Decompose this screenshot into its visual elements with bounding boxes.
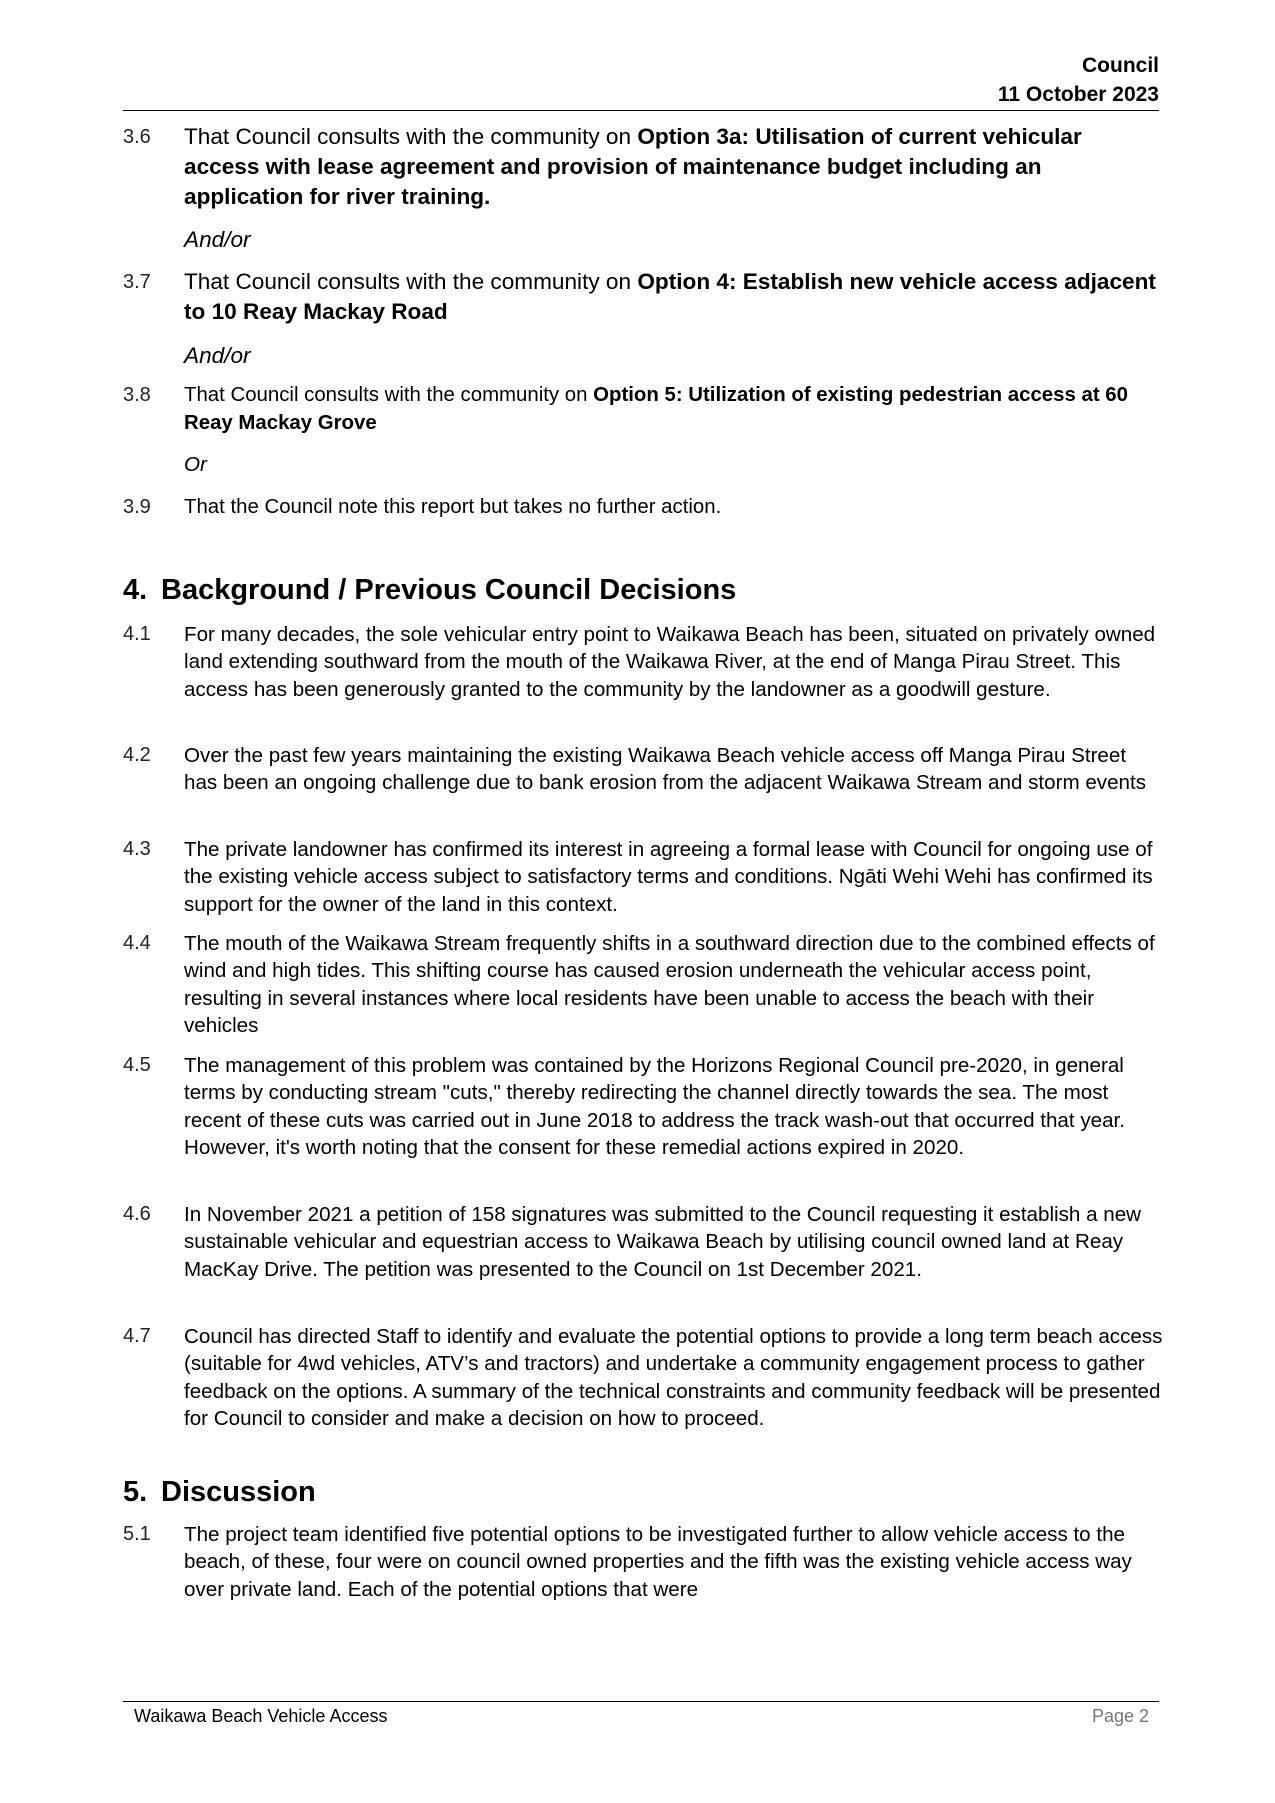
paragraph-5-1 [123, 1521, 1163, 1603]
recommendation-3-6 [123, 122, 1163, 212]
paragraph-text: Over the past few years maintaining the existing Waikawa Beach vehicle access off Manga Pirau Street has been an ongoing challenge due to bank erosion from the adjacent Waikawa Stream and storm events [184, 744, 1147, 795]
paragraph-number: 4.6 [123, 1203, 151, 1225]
recommendation-3-9 [123, 494, 1163, 522]
paragraph-number: 3.7 [123, 271, 151, 293]
paragraph-text: That the Council note this report but takes no further action. [184, 496, 722, 518]
section-number: 4. [123, 574, 148, 606]
paragraph-4-6 [123, 1201, 1163, 1283]
paragraph-4-5 [123, 1052, 1163, 1162]
paragraph-number: 4.7 [123, 1325, 151, 1347]
paragraph-text: In November 2021 a petition of 158 signatures was submitted to the Council requesting it establish a new sustainable vehicular and equestrian access to Waikawa Beach by utilising council owned land at Reay MacKay Drive. The petition was presented to the Council on 1st December 2021. [184, 1203, 1142, 1281]
footer-document-title: Waikawa Beach Vehicle Access [134, 1706, 388, 1726]
recommendation-3-8 [123, 382, 1163, 437]
footer-divider [123, 1701, 1159, 1702]
header-meeting-name: Council [1082, 54, 1159, 77]
paragraph-number: 4.5 [123, 1054, 151, 1076]
paragraph-number: 4.4 [123, 932, 151, 954]
paragraph-number: 4.2 [123, 744, 151, 766]
paragraph-number: 3.9 [123, 496, 151, 518]
paragraph-text: The private landowner has confirmed its interest in agreeing a formal lease with Council for ongoing use of the existing vehicle access subject to satisfactory terms and conditions. Ngāti Wehi Wehi has confirmed its support for the owner of the land in this context. [184, 838, 1153, 916]
section-title: Discussion [161, 1476, 316, 1508]
paragraph-text: For many decades, the sole vehicular entry point to Waikawa Beach has been, situated on privately owned land extending southward from the mouth of the Waikawa River, at the end of Manga Pirau Street. This access has been generously granted to the community by the landowner as a goodwill gesture. [184, 623, 1156, 701]
option-title: Option 4: Establish new vehicle access adjacent to 10 Reay Mackay Road [184, 269, 1156, 324]
footer-page-number: Page 2 [1091, 1706, 1149, 1726]
section-heading-background [123, 572, 736, 608]
paragraph-4-2 [123, 742, 1163, 797]
section-title: Background / Previous Council Decisions [161, 574, 737, 606]
paragraph-4-4 [123, 930, 1163, 1040]
paragraph-number: 3.8 [123, 384, 151, 406]
header-divider [123, 110, 1159, 111]
header-meeting-date: 11 October 2023 [997, 83, 1159, 106]
paragraph-text: The mouth of the Waikawa Stream frequently shifts in a southward direction due to the combined effects of wind and high tides. This shifting course has caused erosion underneath the vehicular access point, resulting in several instances where local residents have been unable to access the beach with their vehicles [184, 932, 1155, 1038]
paragraph-text: The project team identified five potential options to be investigated further to allow vehicle access to the beach, of these, four were on council owned properties and the fifth was the existing vehicle access way over private land. Each of the potential options that were [184, 1523, 1132, 1601]
paragraph-text: That Council consults with the community on Option 4: Establish new vehicle access adjacent to 10 Reay Mackay Road [184, 269, 1156, 324]
paragraph-4-7 [123, 1323, 1163, 1433]
paragraph-text: The management of this problem was contained by the Horizons Regional Council pre-2020, in general terms by conducting stream "cuts," thereby redirecting the channel directly towards the sea. The most recent of these cuts was carried out in June 2018 to address the track wash-out that occurred that year. However, it's worth noting that the consent for these remedial actions expired in 2020. [184, 1054, 1125, 1160]
paragraph-number: 4.1 [123, 623, 151, 645]
paragraph-number: 3.6 [123, 126, 151, 148]
section-heading-discussion [123, 1474, 316, 1510]
page-header [998, 51, 1159, 109]
paragraph-text: That Council consults with the community on Option 3a: Utilisation of current vehicular access with lease agreement and provision of maintenance budget including an application for river training. [184, 124, 1082, 209]
paragraph-4-3 [123, 836, 1163, 918]
paragraph-4-1 [123, 621, 1163, 703]
option-title: Option 3a: Utilisation of current vehicular access with lease agreement and provision of maintenance budget including an application for river training. [184, 124, 1082, 209]
paragraph-number: 5.1 [123, 1523, 151, 1545]
recommendation-3-7 [123, 267, 1163, 327]
conjunction-or: Or [184, 453, 207, 476]
section-number: 5. [123, 1476, 148, 1508]
paragraph-number: 4.3 [123, 838, 151, 860]
paragraph-text: That Council consults with the community on Option 5: Utilization of existing pedestrian access at 60 Reay Mackay Grove [184, 384, 1128, 434]
option-title: Option 5: Utilization of existing pedestrian access at 60 Reay Mackay Grove [184, 384, 1128, 434]
conjunction-and-or: And/or [184, 227, 251, 252]
paragraph-text: Council has directed Staff to identify and evaluate the potential options to provide a long term beach access (suitable for 4wd vehicles, ATV’s and tractors) and undertake a community engagement process to gather feedback on the options. A summary of the technical constraints and community feedback will be presented for Council to consider and make a decision on how to proceed. [184, 1325, 1163, 1431]
conjunction-and-or: And/or [184, 343, 251, 368]
